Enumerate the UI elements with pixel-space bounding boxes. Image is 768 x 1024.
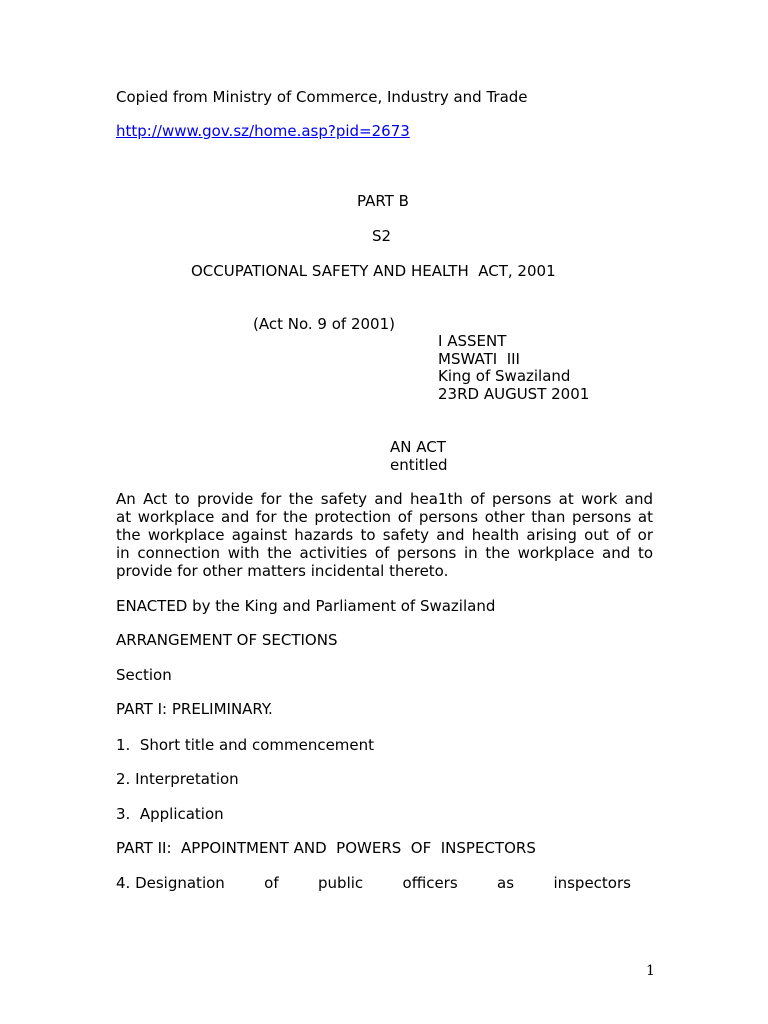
- assent-line-3: King of Swaziland: [438, 367, 571, 385]
- preamble-line: provide for other matters incidental thereto.: [116, 562, 449, 580]
- assent-line-1: I ASSENT: [438, 332, 507, 350]
- assent-date: 23RD AUGUST 2001: [438, 385, 590, 403]
- section-item-4: [116, 874, 631, 892]
- preamble-paragraph: [116, 490, 653, 580]
- preamble-line: at workplace and for the protection of persons other than persons at: [116, 508, 653, 526]
- page-number: 1: [646, 963, 655, 979]
- section-item-3: 3. Application: [116, 805, 224, 823]
- section-item-2: 2. Interpretation: [116, 770, 239, 788]
- part-label: PART B: [357, 192, 409, 210]
- section-item-4-word: 4. Designation: [116, 874, 225, 892]
- section-item-4-word: public: [318, 874, 364, 892]
- section-item-4-word: officers: [402, 874, 458, 892]
- section-label: Section: [116, 666, 172, 684]
- act-code: S2: [372, 227, 392, 245]
- act-title: OCCUPATIONAL SAFETY AND HEALTH ACT, 2001: [191, 262, 556, 280]
- section-item-4-word: as: [497, 874, 515, 892]
- copied-from-note: Copied from Ministry of Commerce, Industry and Trade: [116, 88, 528, 106]
- part-1-heading: PART I: PRELIMINARY.: [116, 700, 273, 718]
- part-2-heading: PART II: APPOINTMENT AND POWERS OF INSPECTORS: [116, 839, 536, 857]
- preamble-line: in connection with the activities of persons in the workplace and to: [116, 544, 653, 562]
- enacted-clause: ENACTED by the King and Parliament of Swaziland: [116, 597, 496, 615]
- preamble-line: the workplace against hazards to safety and health arising out of or: [116, 526, 653, 544]
- an-act-heading: AN ACT: [390, 438, 446, 456]
- section-item-4-word: of: [264, 874, 279, 892]
- arrangement-heading: ARRANGEMENT OF SECTIONS: [116, 631, 338, 649]
- section-item-1: 1. Short title and commencement: [116, 736, 375, 754]
- section-item-4-word: inspectors: [553, 874, 631, 892]
- act-number: (Act No. 9 of 2001): [253, 315, 395, 333]
- source-link[interactable]: http://www.gov.sz/home.asp?pid=2673: [116, 122, 410, 140]
- preamble-line: An Act to provide for the safety and hea1th of persons at work and: [116, 490, 653, 508]
- assent-line-2: MSWATI III: [438, 350, 520, 368]
- entitled-heading: entitled: [390, 456, 448, 474]
